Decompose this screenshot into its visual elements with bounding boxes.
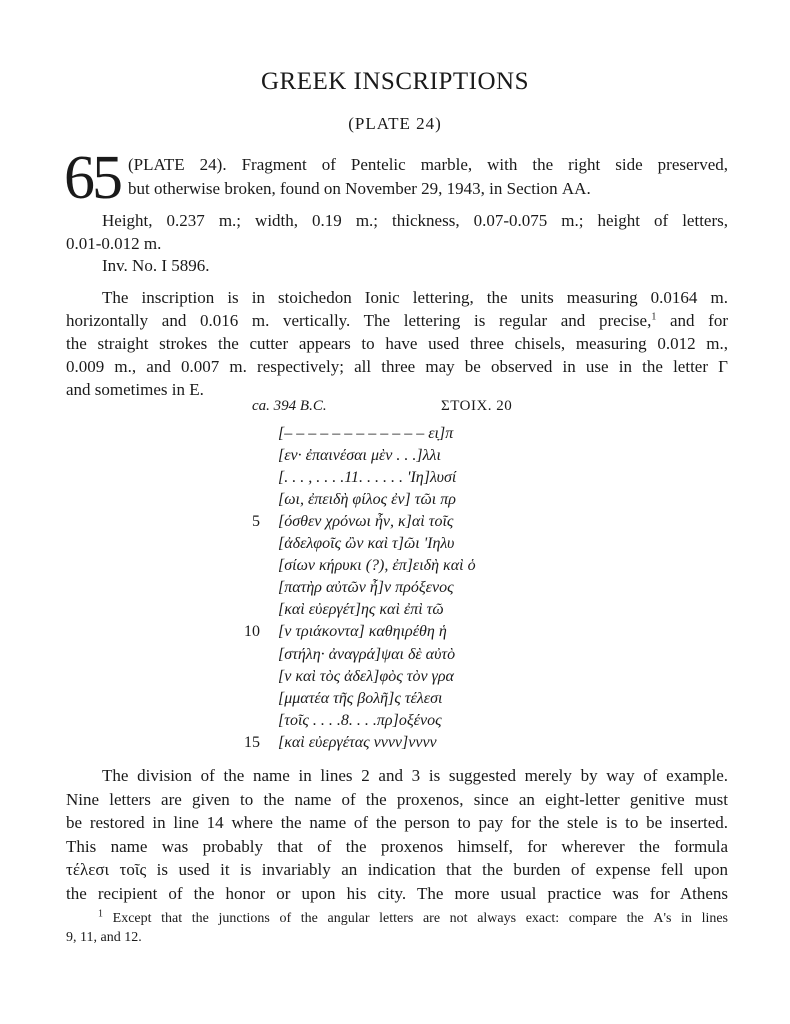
inscription-date: ca. 394 B.C. <box>252 398 327 414</box>
entry-line: (PLATE 24). Fragment of Pentelic marble, with the right side preserved, <box>128 155 728 174</box>
inscription-line-text: [. . . , . . . .11. . . . . . 'Ιη]λυσί <box>278 469 457 487</box>
dimensions-line: 0.01-0.012 m. <box>66 234 162 253</box>
dimensions-line: Height, 0.237 m.; width, 0.19 m.; thickness, 0.07-0.075 m.; height of letters, <box>102 211 728 230</box>
description-line: the straight strokes the cutter appears to have used three chisels, measuring 0.012 m., <box>66 334 728 353</box>
inscription-line-text: [τοῖς . . . .8. . . .πρ]οξένος <box>278 711 442 729</box>
body-line: be restored in line 14 where the name of the person to pay for the stele is to be inserted. <box>66 813 728 832</box>
inscription-line-text: [ωι, ἐπειδὴ φίλος ἐν] τῶι πρ <box>278 491 456 509</box>
inscription-line-text: [ἀδελφοῖς ὢν καὶ τ]ῶι 'Ιηλυ <box>278 535 455 553</box>
entry-number: 65 <box>64 144 120 212</box>
description-text: and for <box>656 311 728 330</box>
description-text: horizontally and 0.016 m. vertically. The lettering is regular and precise, <box>66 311 652 330</box>
footnote-text: Except that the junctions of the angular letters are not always exact: compare the Α's in lines <box>112 911 729 926</box>
description-line <box>66 309 728 333</box>
inscription-line-text: [καὶ εὐεργέτ]ης καὶ ἐπὶ τῶ <box>278 601 444 619</box>
stoichedon-label: ΣΤΟΙΧ. 20 <box>441 398 513 414</box>
description-line: The inscription is in stoichedon Ionic lettering, the units measuring 0.0164 m. <box>102 288 728 307</box>
inscription-line-text: [σίων κήρυκι (?), ἐπ]ειδὴ καὶ ὁ <box>278 557 476 575</box>
inscription-line-text: [ν τριάκοντα] καθηιρέθη ἡ <box>278 623 447 641</box>
page-subtitle: (PLATE 24) <box>348 114 442 133</box>
line-number: 5 <box>252 513 260 531</box>
inscription-line-text: [στήλη· ἀναγρά]ψαι δὲ αὐτὸ <box>278 645 456 663</box>
line-number: 10 <box>244 623 260 641</box>
page-title: GREEK INSCRIPTIONS <box>260 68 530 95</box>
inscription-line-text: [καὶ εὐεργέτας vvvv]vvvv <box>278 733 437 751</box>
body-line: the recipient of the honor or upon his city. The more usual practice was for Athens <box>66 883 728 903</box>
line-number: 15 <box>244 733 260 751</box>
footnote-marker: 1 <box>98 908 103 920</box>
inscription-line-text: [– – – – – – – – – – – – ει̣]π <box>278 425 454 442</box>
description-line: and sometimes in Ε. <box>66 380 204 399</box>
body-line: Nine letters are given to the name of the proxenos, since an eight-letter genitive must <box>66 789 728 809</box>
inscription-line-text: [μματέα τῆς βολῆ]ς τέλεσι <box>278 689 443 707</box>
body-line: This name was probably that of the proxenos himself, for wherever the formula <box>66 836 728 856</box>
inscription-line-text: [ν καὶ τὸς ἀδελ]φὸς τὸν γρα <box>278 667 454 685</box>
entry-line: but otherwise broken, found on November 29, 1943, in Section ΑΑ. <box>128 179 591 198</box>
body-line: τέλεσι τοῖς is used it is invariably an indication that the burden of expense fell upon <box>66 860 728 879</box>
body-line: The division of the name in lines 2 and 3 is suggested merely by way of example. <box>102 766 728 785</box>
body-paragraph <box>66 764 728 905</box>
inscription-line-text: [πατὴρ αὐτῶν ἦ]ν πρόξενος <box>278 579 454 597</box>
description-line: 0.009 m., and 0.007 m. respectively; all three may be observed in use in the letter Γ <box>66 357 728 376</box>
footnote-line <box>98 910 728 928</box>
inventory-number: Inv. No. I 5896. <box>102 256 210 275</box>
footnote-ref: 1 <box>651 311 657 323</box>
inscription-line-text: [όσθεν χρόνωι ἦν, κ]αὶ τοῖς <box>278 513 454 531</box>
footnote-line: 9, 11, and 12. <box>66 930 142 945</box>
inscription-line-text: [εν· ἐπαινέσαι μὲν . . .]λλι <box>278 447 441 465</box>
